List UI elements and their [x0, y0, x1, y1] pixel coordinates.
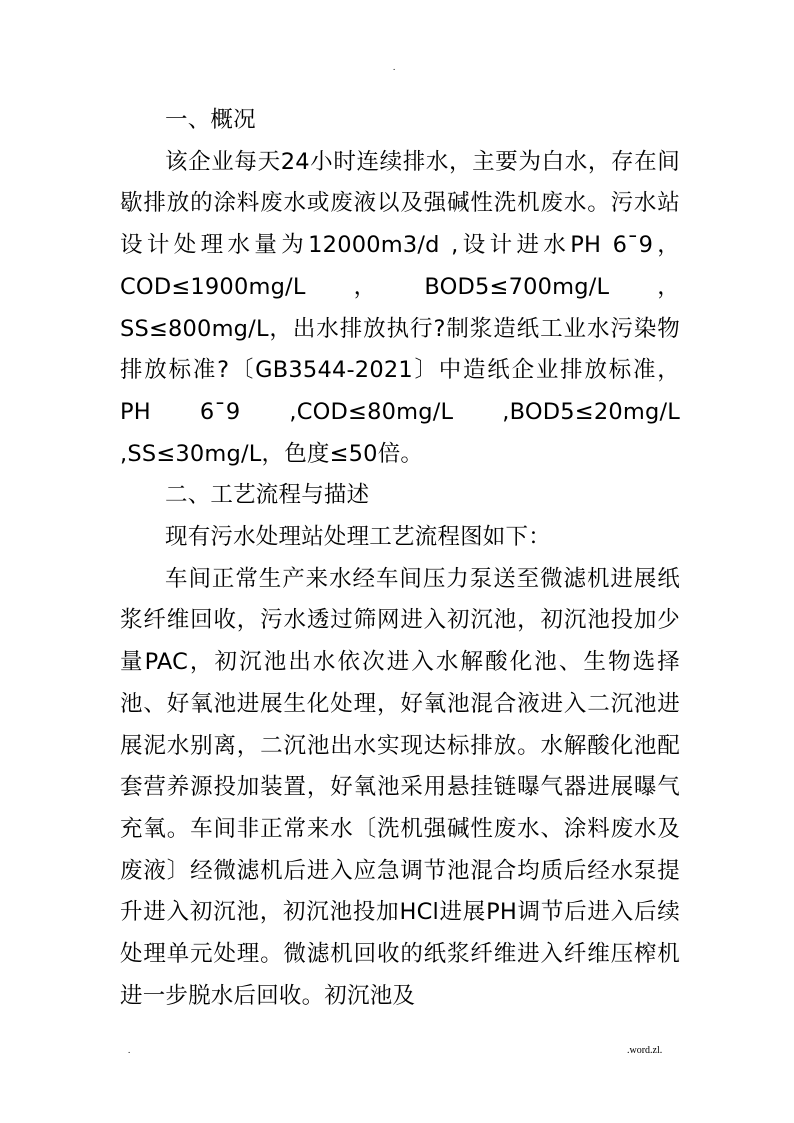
section-heading-process: 二、工艺流程与描述 [165, 482, 370, 509]
paragraph-flowchart-intro: 现有污水处理站处理工艺流程图如下： [165, 524, 551, 551]
section-heading-overview: 一、概况 [165, 107, 256, 133]
paragraph-process-description: 车间正常生产来水经车间压力泵送至微滤机进展纸浆纤维回收，污水透过筛网进入初沉池，初沉池投加少量PAC，初沉池出水依次进入水解酸化池、生物选择池、好氧池进展生化处理，好氧池混合液进入二沉池进展泥水别离，二沉池出水实现达标排放。水解酸化池配套营养源投加装置，好氧池采用悬挂链曝气器进展曝气充氧。车间非正常来水〔洗机强碱性废水、涂料废水及废液〕经微滤机后进入应急调节池混合均质后经水泵提升进入初沉池，初沉池投加HCl进展PH调节后进入后续处理单元处理。微滤机回收的纸浆纤维进入纤维压榨机进一步脱水后回收。初沉池及 [120, 565, 680, 1009]
paragraph-overview: 该企业每天24小时连续排水，主要为白水，存在间歇排放的涂料废水或废液以及强碱性洗机废水。污水站设计处理水量为12000m3/d ,设计进水PH 6¯9，COD≤1900mg/L，BOD5≤700mg/L，SS≤800mg/L，出水排放执行?制浆造纸工业水污染物排放标准?〔GB3544-2021〕中造纸企业排放标准，PH 6¯9 ,COD≤80mg/L ,BOD5≤20mg/L ,SS≤30mg/L，色度≤50倍。 [120, 148, 680, 467]
header-mark: . [393, 62, 396, 72]
footer-watermark-text: .word.zl. [627, 1045, 663, 1056]
footer-left-mark: . [128, 1045, 131, 1055]
document-body [120, 100, 680, 1017]
